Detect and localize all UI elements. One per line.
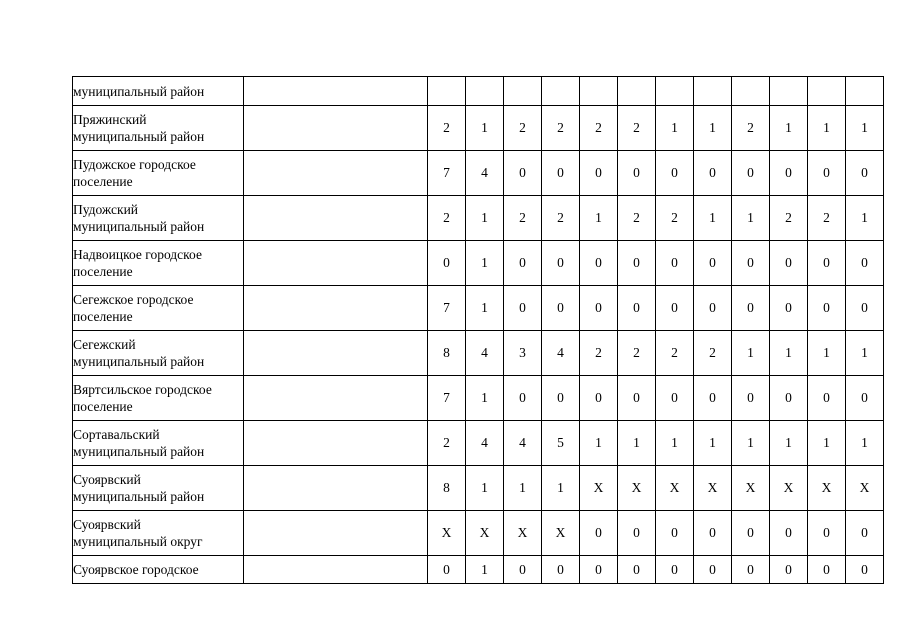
- value-cell: 0: [580, 241, 618, 286]
- value-cell: 1: [808, 421, 846, 466]
- table-row: [73, 466, 884, 511]
- value-cell: 0: [656, 376, 694, 421]
- municipality-name-line: Суоярвский: [73, 517, 141, 532]
- empty-cell: [244, 151, 428, 196]
- value-cell: 0: [504, 376, 542, 421]
- value-cell: 0: [808, 376, 846, 421]
- value-cell: [466, 77, 504, 106]
- municipality-name-line: Пудожское городское: [73, 157, 196, 172]
- municipality-name-cell: [73, 376, 244, 421]
- value-cell: 0: [846, 286, 884, 331]
- value-cell: X: [770, 466, 808, 511]
- empty-cell: [244, 331, 428, 376]
- value-cell: 0: [770, 286, 808, 331]
- value-cell: [732, 77, 770, 106]
- value-cell: X: [694, 466, 732, 511]
- value-cell: 0: [732, 151, 770, 196]
- value-cell: 2: [428, 196, 466, 241]
- value-cell: 0: [580, 376, 618, 421]
- value-cell: 0: [542, 241, 580, 286]
- municipality-name-cell: [73, 106, 244, 151]
- value-cell: 2: [428, 106, 466, 151]
- value-cell: 0: [732, 376, 770, 421]
- value-cell: 2: [428, 421, 466, 466]
- table-row: [73, 376, 884, 421]
- municipality-name-line: муниципальный район: [73, 489, 205, 504]
- value-cell: 1: [846, 421, 884, 466]
- value-cell: 0: [694, 151, 732, 196]
- municipality-name-line: Пудожский: [73, 202, 139, 217]
- value-cell: 1: [846, 106, 884, 151]
- value-cell: X: [846, 466, 884, 511]
- municipality-name-line: поселение: [73, 399, 133, 414]
- municipality-name-cell: [73, 466, 244, 511]
- value-cell: 0: [846, 556, 884, 584]
- table-row: [73, 106, 884, 151]
- municipality-name-line: муниципальный район: [73, 354, 205, 369]
- value-cell: [846, 77, 884, 106]
- value-cell: 0: [694, 376, 732, 421]
- municipality-name-cell: [73, 286, 244, 331]
- value-cell: 1: [466, 376, 504, 421]
- municipality-name-line: поселение: [73, 309, 133, 324]
- value-cell: 2: [656, 331, 694, 376]
- table-row: [73, 421, 884, 466]
- value-cell: 1: [732, 421, 770, 466]
- value-cell: [580, 77, 618, 106]
- value-cell: 7: [428, 151, 466, 196]
- empty-cell: [244, 241, 428, 286]
- table-row: [73, 77, 884, 106]
- value-cell: 0: [656, 151, 694, 196]
- value-cell: 0: [580, 556, 618, 584]
- value-cell: 1: [808, 331, 846, 376]
- value-cell: 2: [618, 331, 656, 376]
- value-cell: 2: [580, 106, 618, 151]
- municipality-name-line: Сегежский: [73, 337, 136, 352]
- value-cell: X: [580, 466, 618, 511]
- value-cell: X: [808, 466, 846, 511]
- value-cell: 0: [732, 241, 770, 286]
- value-cell: 4: [466, 331, 504, 376]
- value-cell: 7: [428, 376, 466, 421]
- value-cell: 0: [504, 286, 542, 331]
- value-cell: 0: [656, 556, 694, 584]
- table-row: [73, 511, 884, 556]
- value-cell: X: [542, 511, 580, 556]
- value-cell: 0: [656, 241, 694, 286]
- empty-cell: [244, 286, 428, 331]
- value-cell: 0: [846, 241, 884, 286]
- value-cell: 1: [770, 331, 808, 376]
- empty-cell: [244, 421, 428, 466]
- value-cell: 2: [808, 196, 846, 241]
- value-cell: 0: [732, 286, 770, 331]
- value-cell: 0: [770, 556, 808, 584]
- value-cell: [428, 77, 466, 106]
- empty-cell: [244, 511, 428, 556]
- value-cell: 1: [808, 106, 846, 151]
- value-cell: 0: [770, 376, 808, 421]
- table-row: [73, 196, 884, 241]
- value-cell: 0: [808, 286, 846, 331]
- value-cell: 0: [618, 376, 656, 421]
- municipality-name-cell: [73, 196, 244, 241]
- municipality-name-line: муниципальный район: [73, 444, 205, 459]
- value-cell: 4: [504, 421, 542, 466]
- value-cell: 2: [580, 331, 618, 376]
- value-cell: 0: [542, 376, 580, 421]
- value-cell: 0: [618, 241, 656, 286]
- value-cell: 2: [770, 196, 808, 241]
- municipality-name-line: поселение: [73, 264, 133, 279]
- value-cell: X: [428, 511, 466, 556]
- value-cell: 0: [808, 556, 846, 584]
- value-cell: 2: [542, 196, 580, 241]
- value-cell: [808, 77, 846, 106]
- municipality-name-line: муниципальный район: [73, 219, 205, 234]
- value-cell: X: [618, 466, 656, 511]
- value-cell: [770, 77, 808, 106]
- value-cell: 2: [618, 106, 656, 151]
- value-cell: 0: [846, 151, 884, 196]
- value-cell: 2: [618, 196, 656, 241]
- table-row: [73, 556, 884, 584]
- value-cell: 1: [466, 196, 504, 241]
- municipality-name-cell: [73, 511, 244, 556]
- municipality-name-line: муниципальный район: [73, 129, 205, 144]
- municipality-name-line: Вяртсильское городское: [73, 382, 212, 397]
- value-cell: X: [732, 466, 770, 511]
- municipality-name-cell: [73, 556, 244, 584]
- empty-cell: [244, 466, 428, 511]
- municipality-name-line: поселение: [73, 174, 133, 189]
- municipality-name-line: Надвоицкое городское: [73, 247, 202, 262]
- value-cell: 0: [694, 286, 732, 331]
- value-cell: 1: [504, 466, 542, 511]
- table-body: [73, 77, 884, 584]
- value-cell: 4: [466, 421, 504, 466]
- value-cell: [618, 77, 656, 106]
- value-cell: 1: [694, 196, 732, 241]
- municipality-name-cell: [73, 241, 244, 286]
- value-cell: 1: [770, 421, 808, 466]
- value-cell: 0: [732, 556, 770, 584]
- value-cell: 8: [428, 466, 466, 511]
- value-cell: 1: [466, 241, 504, 286]
- value-cell: 0: [580, 286, 618, 331]
- value-cell: 0: [656, 511, 694, 556]
- value-cell: 2: [504, 196, 542, 241]
- table-row: [73, 286, 884, 331]
- value-cell: 0: [504, 241, 542, 286]
- value-cell: [504, 77, 542, 106]
- value-cell: 1: [846, 331, 884, 376]
- value-cell: 1: [580, 196, 618, 241]
- table-row: [73, 241, 884, 286]
- value-cell: 0: [618, 286, 656, 331]
- municipality-name-line: муниципальный округ: [73, 534, 203, 549]
- value-cell: 0: [694, 241, 732, 286]
- municipality-name-cell: [73, 331, 244, 376]
- value-cell: X: [466, 511, 504, 556]
- value-cell: 0: [580, 511, 618, 556]
- value-cell: [542, 77, 580, 106]
- value-cell: 1: [618, 421, 656, 466]
- value-cell: 0: [542, 286, 580, 331]
- value-cell: 0: [504, 556, 542, 584]
- value-cell: 1: [846, 196, 884, 241]
- value-cell: 0: [618, 556, 656, 584]
- municipality-name-line: Пряжинский: [73, 112, 147, 127]
- value-cell: 0: [542, 556, 580, 584]
- value-cell: 0: [808, 511, 846, 556]
- value-cell: 1: [466, 106, 504, 151]
- value-cell: 0: [504, 151, 542, 196]
- value-cell: X: [656, 466, 694, 511]
- value-cell: 0: [808, 151, 846, 196]
- value-cell: 0: [694, 556, 732, 584]
- value-cell: 1: [580, 421, 618, 466]
- value-cell: 4: [466, 151, 504, 196]
- municipality-table: [72, 76, 884, 584]
- value-cell: 1: [694, 421, 732, 466]
- value-cell: 0: [618, 151, 656, 196]
- empty-cell: [244, 106, 428, 151]
- value-cell: 1: [770, 106, 808, 151]
- value-cell: 0: [770, 241, 808, 286]
- municipality-name-line: Суоярвский: [73, 472, 141, 487]
- value-cell: [656, 77, 694, 106]
- value-cell: 0: [580, 151, 618, 196]
- municipality-name-line: Суоярвское городское: [73, 562, 199, 577]
- value-cell: 0: [618, 511, 656, 556]
- value-cell: 4: [542, 331, 580, 376]
- value-cell: 2: [694, 331, 732, 376]
- value-cell: 1: [694, 106, 732, 151]
- value-cell: 1: [656, 106, 694, 151]
- value-cell: 0: [656, 286, 694, 331]
- value-cell: 7: [428, 286, 466, 331]
- value-cell: 1: [732, 196, 770, 241]
- municipality-name-line: Сортавальский: [73, 427, 160, 442]
- municipality-name-cell: [73, 151, 244, 196]
- table-row: [73, 331, 884, 376]
- value-cell: 1: [466, 286, 504, 331]
- municipality-name-cell: [73, 421, 244, 466]
- value-cell: 2: [542, 106, 580, 151]
- table-row: [73, 151, 884, 196]
- value-cell: 0: [770, 511, 808, 556]
- value-cell: 0: [770, 151, 808, 196]
- value-cell: 0: [808, 241, 846, 286]
- municipality-name-line: Сегежское городское: [73, 292, 194, 307]
- value-cell: 0: [428, 241, 466, 286]
- value-cell: 0: [428, 556, 466, 584]
- value-cell: [694, 77, 732, 106]
- empty-cell: [244, 196, 428, 241]
- value-cell: 8: [428, 331, 466, 376]
- municipality-name-cell: [73, 77, 244, 106]
- value-cell: 0: [542, 151, 580, 196]
- value-cell: 2: [656, 196, 694, 241]
- value-cell: 1: [656, 421, 694, 466]
- value-cell: 0: [846, 511, 884, 556]
- value-cell: 0: [846, 376, 884, 421]
- value-cell: 2: [732, 106, 770, 151]
- value-cell: 0: [694, 511, 732, 556]
- empty-cell: [244, 376, 428, 421]
- value-cell: 3: [504, 331, 542, 376]
- value-cell: 1: [466, 466, 504, 511]
- empty-cell: [244, 556, 428, 584]
- value-cell: 2: [504, 106, 542, 151]
- value-cell: 1: [466, 556, 504, 584]
- value-cell: 1: [732, 331, 770, 376]
- value-cell: 0: [732, 511, 770, 556]
- value-cell: X: [504, 511, 542, 556]
- municipality-name-line: муниципальный район: [73, 83, 205, 99]
- value-cell: 5: [542, 421, 580, 466]
- empty-cell: [244, 77, 428, 106]
- value-cell: 1: [542, 466, 580, 511]
